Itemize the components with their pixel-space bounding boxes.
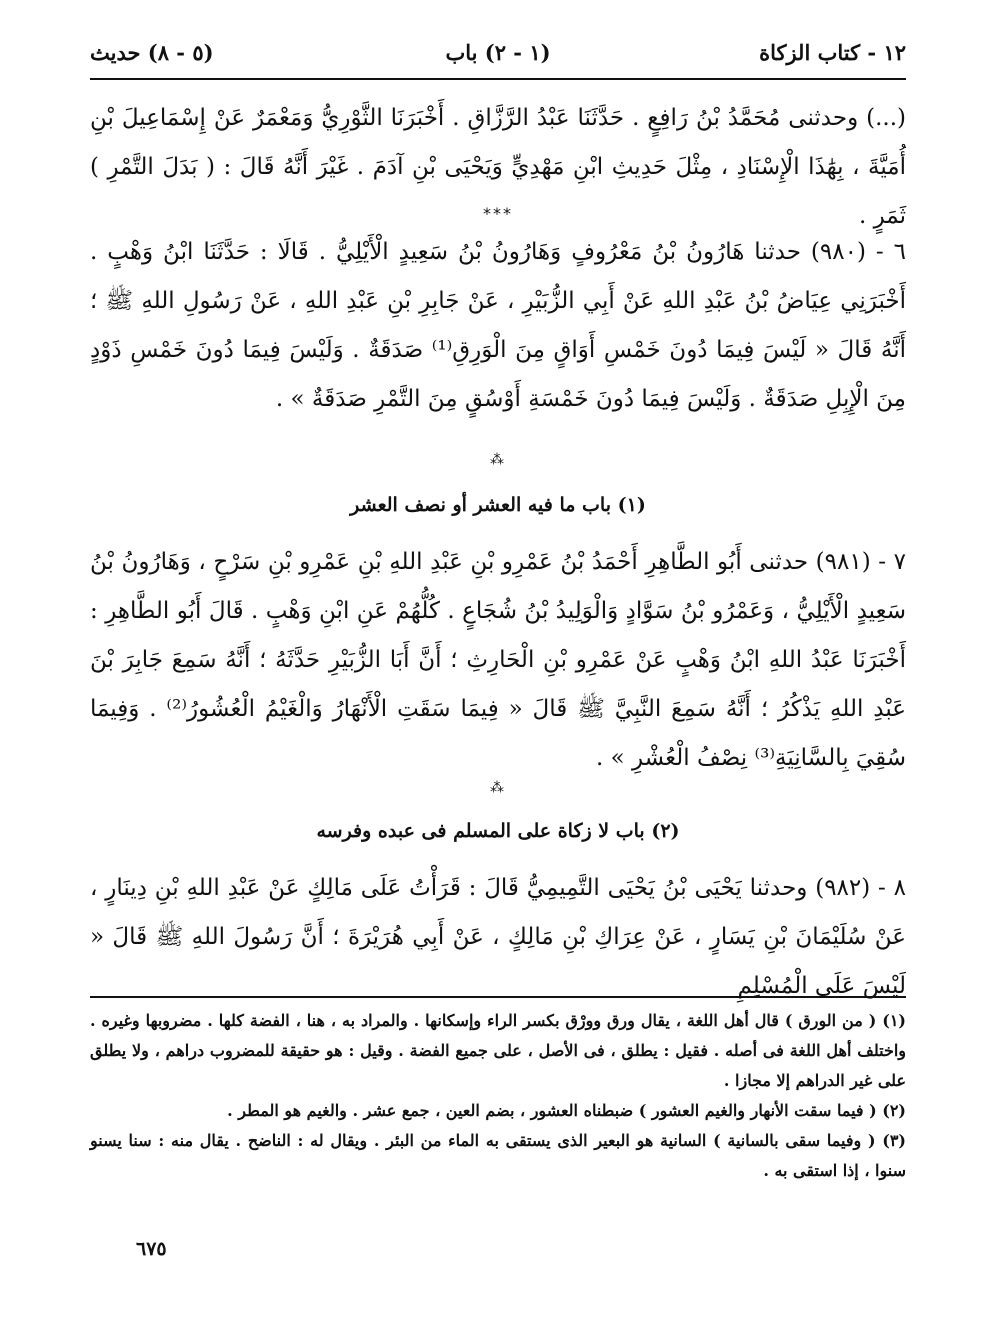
footnote-2: (٢) ( فيما سقت الأنهار والغيم العشور ) ضبطناه العشور ، بضم العين ، جمع عشر . والغيم هو المطر . xyxy=(227,1101,906,1120)
hadith-paragraph-8: ٨ - (٩٨٢) وحدثنا يَحْيَى بْنُ يَحْيَى التَّمِيمِيُّ قَالَ : قَرَأْتُ عَلَى مَالِكٍ عَنْ عَبْدِ اللهِ بْنِ دِينَارٍ ، عَنْ سُلَيْمَانَ بْنِ يَسَارٍ ، عَنْ عِرَاكِ بْنِ مَالِكٍ ، عَنْ أَبِي هُرَيْرَةَ ؛ أَنَّ رَسُولَ اللهِ ﷺ قَالَ « لَيْسَ عَلَى الْمُسْلِمِ xyxy=(90,875,906,999)
separator-stars-2: ⁂ xyxy=(490,780,506,796)
book-page xyxy=(90,38,906,1298)
footnote-3: (٣) ( وفيما سقى بالسانية ) السانية هو البعير الذى يستقى به الماء من البئر . ويقال له : الناضح . يقال منه : سنا يسنو سنوا ، إذا استقى به . xyxy=(90,1131,906,1180)
bab-title-2: (٢) باب لا زكاة على المسلم فى عبده وفرسه xyxy=(316,820,680,842)
header-bab-range: (١ - ٢) باب xyxy=(445,40,551,65)
hadith-paragraph-6: ٦ - (٩٨٠) حدثنا هَارُونُ بْنُ مَعْرُوفٍ وَهَارُونُ بْنُ سَعِيدٍ الْأَيْلِيُّ . قَالَا : حَدَّثَنَا ابْنُ وَهْبٍ . أَخْبَرَنِي عِيَاضُ بْنُ عَبْدِ اللهِ عَنْ أَبِي الزُّبَيْرِ ، عَنْ جَابِرِ بْنِ عَبْدِ اللهِ ، عَنْ رَسُولِ اللهِ ﷺ ؛ أَنَّهُ قَالَ « لَيْسَ فِيمَا دُونَ خَمْسِ أَوَاقٍ مِنَ الْوَرِقِ⁽¹⁾ صَدَقَةٌ . وَلَيْسَ فِيمَا دُونَ خَمْسِ ذَوْدٍ مِنَ الْإِبِلِ صَدَقَةٌ . وَلَيْسَ فِيمَا دُونَ خَمْسَةِ أَوْسُقٍ مِنَ التَّمْرِ صَدَقَةٌ » . xyxy=(90,239,906,412)
page-number: ٦٧٥ xyxy=(136,1238,167,1260)
running-header xyxy=(90,38,906,74)
footnote-rule xyxy=(90,996,906,998)
bab-title-1: (١) باب ما فيه العشر أو نصف العشر xyxy=(350,494,646,516)
separator-three-stars: *** xyxy=(483,204,513,223)
header-rule xyxy=(90,78,906,80)
footnotes xyxy=(90,1006,906,1186)
header-hadith-range: (٥ - ٨) حديث xyxy=(90,40,214,65)
separator-stars-1: ⁂ xyxy=(490,452,506,468)
hadith-paragraph-7: ٧ - (٩٨١) حدثنى أَبُو الطَّاهِرِ أَحْمَدُ بْنُ عَمْرِو بْنِ عَبْدِ اللهِ بْنِ عَمْرِو بْنِ سَرْحٍ ، وَهَارُونُ بْنُ سَعِيدٍ الْأَيْلِيُّ ، وَعَمْرُو بْنُ سَوَّادٍ وَالْوَلِيدُ بْنُ شُجَاعٍ . كُلُّهُمْ عَنِ ابْنِ وَهْبٍ . قَالَ أَبُو الطَّاهِرِ : أَخْبَرَنَا عَبْدُ اللهِ ابْنُ وَهْبٍ عَنْ عَمْرِو بْنِ الْحَارِثِ ؛ أَنَّ أَبَا الزُّبَيْرِ حَدَّثَهُ ؛ أَنَّهُ سَمِعَ جَابِرَ بْنَ عَبْدِ اللهِ يَذْكُرُ ؛ أَنَّهُ سَمِعَ النَّبِيَّ ﷺ قَالَ « فِيمَا سَقَتِ الْأَنْهَارُ وَالْغَيْمُ الْعُشُورُ⁽²⁾ . وَفِيمَا سُقِيَ بِالسَّانِيَةِ⁽³⁾ نِصْفُ الْعُشْرِ » . xyxy=(90,549,907,771)
hadith-paragraph-continuation: (...) وحدثنى مُحَمَّدُ بْنُ رَافِعٍ . حَدَّثَنَا عَبْدُ الرَّزَّاقِ . أَخْبَرَنَا الثَّوْرِيُّ وَمَعْمَرٌ عَنْ إِسْمَاعِيلَ بْنِ أُمَيَّةَ ، بِهَٰذَا الْإِسْنَادِ ، مِثْلَ حَدِيثِ ابْنِ مَهْدِيٍّ وَيَحْيَى بْنِ آدَمَ . غَيْرَ أَنَّهُ قَالَ : ( بَدَلَ التَّمْرِ ) ثَمَرٍ . xyxy=(90,105,906,229)
header-chapter: ١٢ - كتاب الزكاة xyxy=(759,40,906,65)
footnote-1: (١) ( من الورق ) قال أهل اللغة ، يقال ورق وورْق بكسر الراء وإسكانها . والمراد به ، هنا ، الفضة كلها . مضروبها وغيره . واختلف أهل اللغة فى أصله . فقيل : يطلق ، فى الأصل ، على جميع الفضة . وقيل : هو حقيقة للمضروب دراهم ، ولا يطلق على غير الدراهم إلا مجازا . xyxy=(90,1011,907,1090)
